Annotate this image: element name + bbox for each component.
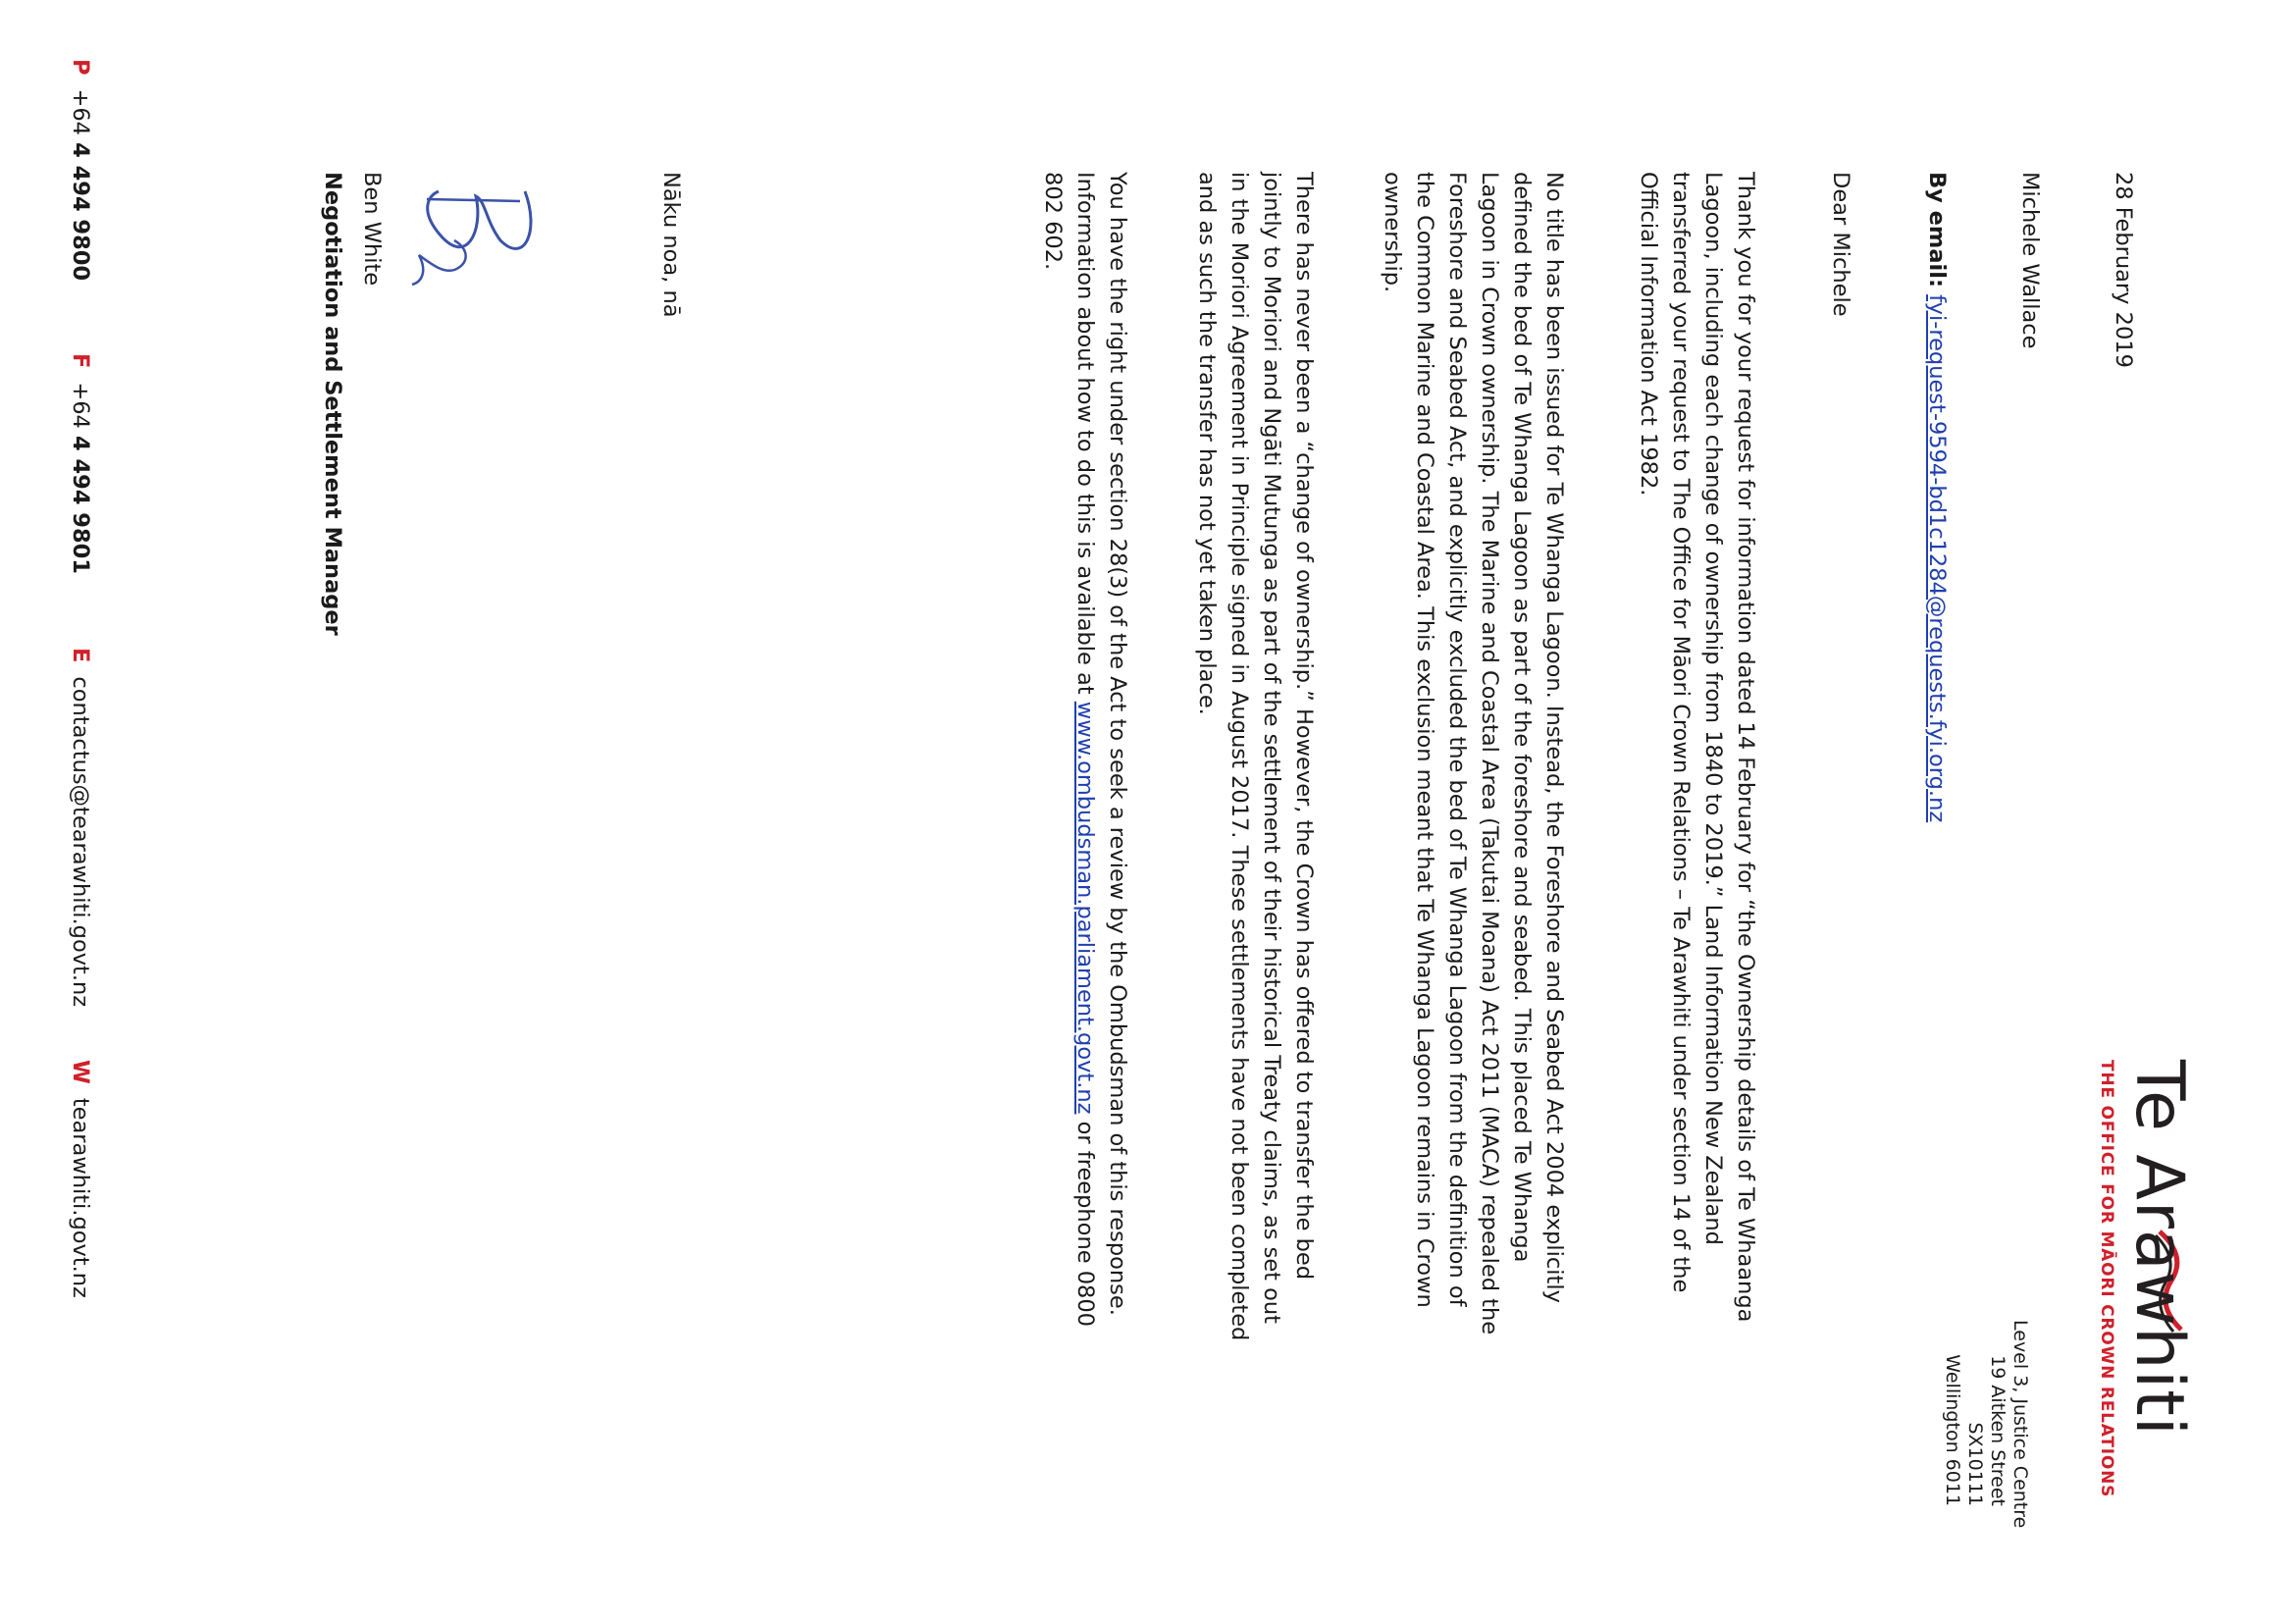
fax-prefix: +64 xyxy=(68,382,93,429)
paragraph-2 xyxy=(1376,172,1570,1526)
paragraph-line: transferred your request to The Office for Māori Crown Relations – Te Arawhiti under section 14 of the xyxy=(1668,172,1694,1293)
paragraph-line: There has never been a “change of ownership.” However, the Crown has offered to transfer the bed xyxy=(1291,172,1317,1281)
paragraph-1 xyxy=(1632,172,1761,1526)
paragraph-line: 802 602. xyxy=(1040,172,1066,271)
text-span: or freephone 0800 xyxy=(1072,1114,1098,1327)
phone-number: 4 494 9800 xyxy=(68,142,93,282)
footer-web xyxy=(68,1060,93,1298)
signatory-name: Ben White xyxy=(359,172,385,287)
paragraph-line: in the Moriori Agreement in Principle signed in August 2017. These settlements have not been completed xyxy=(1226,172,1252,1341)
paragraph-line: Lagoon, including each change of ownership from 1840 to 2019.” Land Information New Zealand xyxy=(1700,172,1726,1245)
footer-phone xyxy=(68,59,93,281)
by-email-line xyxy=(1920,172,1953,1526)
fax-label: F xyxy=(68,353,93,369)
email-address[interactable]: contactus@tearawhiti.govt.nz xyxy=(68,676,93,1008)
paragraph-line xyxy=(1069,172,1101,1526)
salutation: Dear Michele xyxy=(1828,172,1853,317)
paragraph-line: Lagoon in Crown ownership. The Marine and Coastal Area (Takutai Moana) Act 2011 (MACA) repealed the xyxy=(1477,172,1502,1335)
web-address[interactable]: tearawhiti.govt.nz xyxy=(68,1097,93,1298)
signatory-title: Negotiation and Settlement Manager xyxy=(320,172,345,636)
handwritten-signature xyxy=(407,172,545,289)
paragraph-line: No title has been issued for Te Whanga Lagoon. Instead, the Foreshore and Seabed Act 2004 explicitly xyxy=(1541,172,1567,1303)
paragraph-line: Official Information Act 1982. xyxy=(1636,172,1661,497)
fax-number: 4 494 9801 xyxy=(68,436,93,574)
closing: Nāku noa, nā xyxy=(658,172,684,318)
contact-footer xyxy=(54,59,93,1531)
phone-label: P xyxy=(68,59,93,76)
footer-email xyxy=(68,648,93,1007)
recipient-name: Michele Wallace xyxy=(2017,172,2043,349)
ombudsman-link[interactable]: www.ombudsman.parliament.govt.nz xyxy=(1072,701,1098,1115)
paragraph-line: the Common Marine and Coastal Area. This exclusion meant that Te Whanga Lagoon remains in Crown xyxy=(1412,172,1437,1308)
address-line: Level 3, Justice Centre xyxy=(2009,1320,2031,1529)
paragraph-line: You have the right under section 28(3) of the Act to seek a review by the Ombudsman of this response. xyxy=(1105,172,1130,1316)
paragraph-line: Thank you for your request for information dated 14 February for “the Ownership details of Te Whaanga xyxy=(1733,172,1758,1323)
paragraph-4 xyxy=(1036,172,1133,1526)
text-span: Information about how to do this is available at xyxy=(1072,172,1098,702)
logo-text: Te Arawhiti xyxy=(2120,1060,2198,1437)
by-email-label: By email: xyxy=(1924,172,1950,288)
paragraph-line: jointly to Moriori and Ngāti Mutunga as part of the settlement of their historical Treaty claims, as set out xyxy=(1259,172,1284,1324)
paragraph-line: defined the bed of Te Whanga Lagoon as part of the foreshore and seabed. This placed Te Whanga xyxy=(1509,172,1535,1263)
letter-date: 28 February 2019 xyxy=(2111,172,2136,368)
recipient-email-link[interactable]: fyi-request-9594-bd1c1284@requests.fyi.org.nz xyxy=(1924,294,1950,823)
address-line: Wellington 6011 xyxy=(1942,1354,1963,1506)
logo-tagline: THE OFFICE FOR MĀORI CROWN RELATIONS xyxy=(2097,1060,2116,1498)
phone-prefix: +64 xyxy=(68,88,93,135)
paragraph-line: ownership. xyxy=(1380,172,1405,293)
footer-fax xyxy=(68,353,93,574)
web-label: W xyxy=(68,1060,93,1084)
paragraph-line: and as such the transfer has not yet taken place. xyxy=(1194,172,1220,715)
email-label: E xyxy=(68,648,93,663)
address-line: 19 Aitken Street xyxy=(1987,1355,2009,1506)
paragraph-3 xyxy=(1190,172,1320,1526)
paragraph-line: Foreshore and Seabed Act, and explicitly excluded the bed of Te Whanga Lagoon from the definition of xyxy=(1444,172,1470,1307)
address-line: SX10111 xyxy=(1964,1422,1986,1506)
